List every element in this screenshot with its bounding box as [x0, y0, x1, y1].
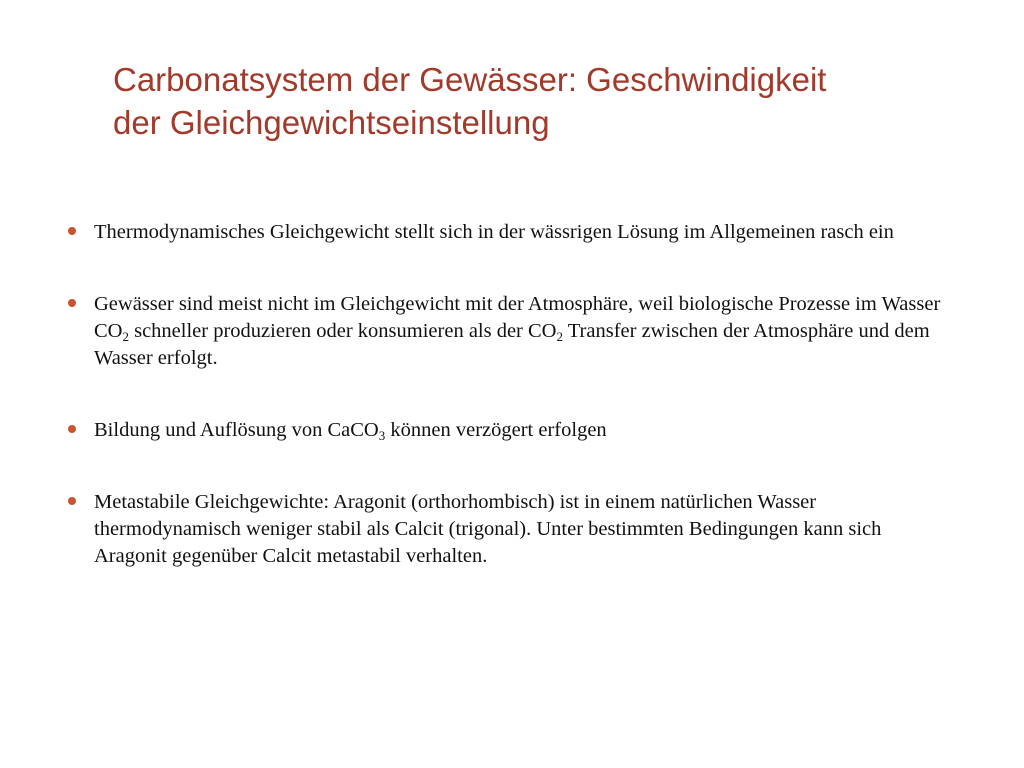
subscript: 2: [556, 329, 563, 344]
bullet-text-part: Transfer zwischen der Atmosphäre und dem Wasser erfolgt.: [94, 320, 930, 369]
bullet-dot-icon: [66, 297, 78, 309]
slide-title-line-1: Carbonatsystem der Gewässer: Geschwindigkeit: [113, 61, 827, 98]
bullet-list: [66, 219, 956, 570]
bullet-text: Metastabile Gleichgewichte: Aragonit (orthorhombisch) ist in einem natürlichen Wasser thermodynamisch weniger stabil als Calcit (trigonal). Unter bestimmten Bedingungen kann sich Aragonit gegenüber Calcit metastabil verhalten.: [94, 491, 882, 567]
bullet-text-part: können verzögert erfolgen: [385, 419, 607, 441]
bullet-dot-icon: [66, 423, 78, 435]
bullet-item: [66, 219, 956, 246]
subscript: 3: [378, 428, 386, 443]
slide-title: [113, 58, 973, 144]
bullet-dot-icon: [66, 225, 78, 237]
bullet-item: [66, 489, 956, 570]
bullet-item: [66, 291, 956, 372]
bullet-text-part: schneller produzieren oder konsumieren als der CO: [128, 320, 557, 342]
bullet-item: [66, 417, 956, 444]
bullet-dot-icon: [66, 495, 78, 507]
bullet-text-part: Bildung und Auflösung von CaCO: [94, 419, 379, 441]
bullet-text: [94, 293, 940, 369]
bullet-text-part: Gewässer sind meist nicht im Gleichgewicht mit der Atmosphäre, weil biologische Prozesse im Wasser CO: [94, 293, 941, 342]
slide-title-line-2: der Gleichgewichtseinstellung: [113, 104, 550, 141]
bullet-text: [94, 419, 607, 441]
bullet-text: Thermodynamisches Gleichgewicht stellt sich in der wässrigen Lösung im Allgemeinen rasch ein: [94, 221, 894, 243]
subscript: 2: [122, 329, 129, 344]
